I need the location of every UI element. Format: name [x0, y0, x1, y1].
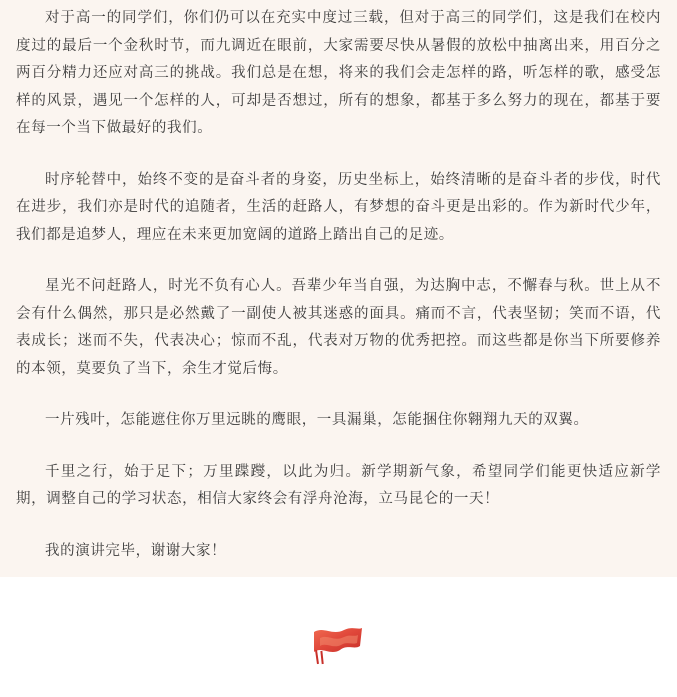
- paragraph-5: 千里之行，始于足下；万里蹀躞，以此为归。新学期新气象，希望同学们能更快适应新学期，调整自己的学习状态，相信大家终会有浮舟沧海，立马昆仑的一天！: [16, 463, 661, 507]
- paragraph-6: 我的演讲完毕，谢谢大家！: [45, 542, 227, 559]
- paragraph-1: 对于高一的同学们，你们仍可以在充实中度过三载，但对于高三的同学们，这是我们在校内度过的最后一个金秋时节，而九调近在眼前，大家需要尽快从暑假的放松中抽离出来，用百分之两百分精力还应对高三的挑战。我们总是在想，将来的我们会走怎样的路，听怎样的歌，感受怎样的风景，遇见一个怎样的人，可却是否想过，所有的想象，都基于多么努力的现在，都基于要在每一个当下做最好的我们。: [16, 10, 661, 136]
- red-flag-icon: [310, 624, 366, 668]
- paragraph-3: 星光不问赶路人，时光不负有心人。吾辈少年当自强，为达胸中志，不懈春与秋。世上从不会有什么偶然，那只是必然戴了一副使人被其迷惑的面具。痛而不言，代表坚韧；笑而不语，代表成长；迷而不失，代表决心；惊而不乱，代表对万物的优秀把控。而这些都是你当下所要修养的本领，莫要负了当下，余生才觉后悔。: [16, 278, 661, 377]
- paragraph-2: 时序轮替中，始终不变的是奋斗者的身姿，历史坐标上，始终清晰的是奋斗者的步伐，时代在进步，我们亦是时代的追随者，生活的赶路人，有梦想的奋斗更是出彩的。作为新时代少年，我们都是追梦人，理应在未来更加宽阔的道路上踏出自己的足迹。: [16, 171, 661, 243]
- paragraph-4: 一片残叶，怎能遮住你万里远眺的鹰眼，一具漏巢，怎能捆住你翱翔九天的双翼。: [45, 412, 589, 428]
